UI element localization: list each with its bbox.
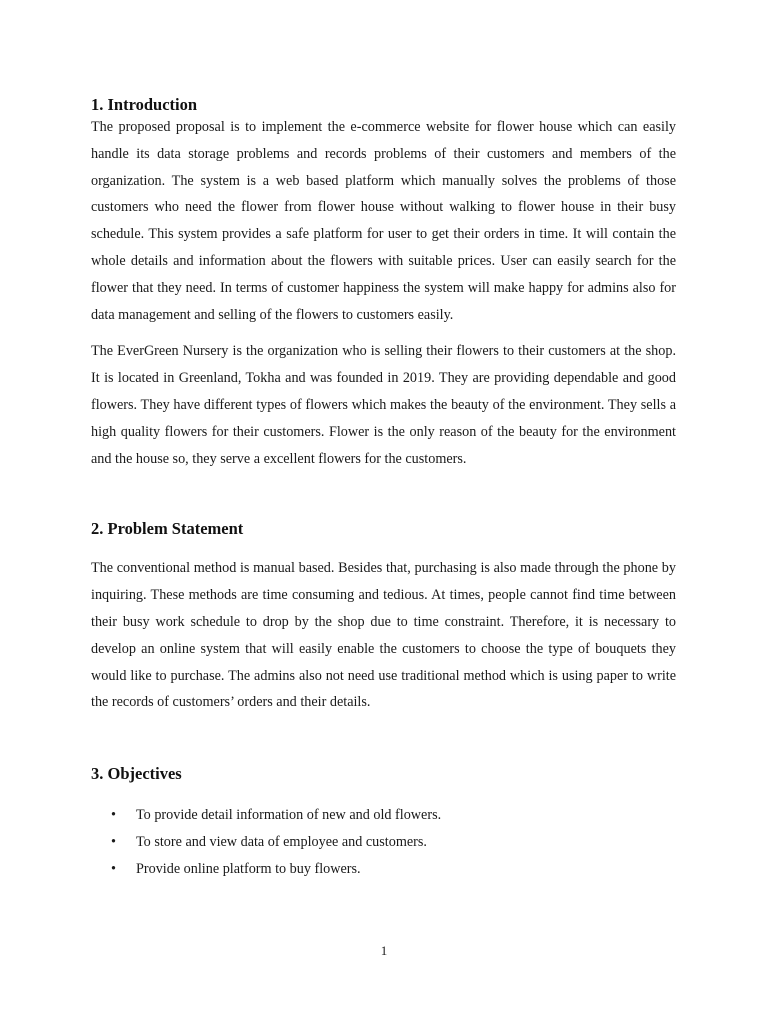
objective-item-text: To store and view data of employee and customers. (136, 833, 427, 850)
page-number: 1 (380, 943, 388, 958)
objective-item (91, 802, 676, 829)
objective-item (91, 856, 676, 883)
objectives-list (91, 802, 676, 882)
objective-item (91, 829, 676, 856)
bullet-icon: • (111, 860, 116, 877)
bullet-icon: • (111, 807, 116, 824)
objective-item-text: To provide detail information of new and old flowers. (136, 807, 442, 824)
problem-statement-paragraph: The conventional method is manual based. Besides that, purchasing is also made through the phone by inquiring. These methods are time consuming and tedious. At times, people cannot find time between their busy work schedule to drop by the shop due to time constraint. Therefore, it is necessary to develop an online system that will easily enable the customers to choose the type of bouquets they would like to purchase. The admins also not need use traditional method which is using paper to write the records of customers’ orders and their details. (91, 560, 676, 711)
introduction-paragraph-2: The EverGreen Nursery is the organization who is selling their flowers to their customers at the shop. It is located in Greenland, Tokha and was founded in 2019. They are providing dependable and good flowers. They have different types of flowers which makes the beauty of the environment. They sells a high quality flowers for their customers. Flower is the only reason of the beauty for the environment and the house so, they serve a excellent flowers for the customers. (91, 343, 676, 467)
objective-item-text: Provide online platform to buy flowers. (136, 860, 361, 877)
introduction-heading: 1. Introduction (91, 95, 198, 114)
objectives-heading: 3. Objectives (91, 764, 182, 784)
problem-statement-heading: 2. Problem Statement (91, 519, 244, 539)
page-content (91, 93, 676, 883)
bullet-icon: • (111, 833, 116, 850)
introduction-paragraph-1: The proposed proposal is to implement the e-commerce website for flower house which can easily handle its data storage problems and records problems of their customers and members of the organization. The system is a web based platform which manually solves the problems of those customers who need the flower from flower house without walking to flower house in their busy schedule. This system provides a safe platform for user to get their orders in time. It will contain the whole details and information about the flowers with suitable prices. User can easily search for the flower that they need. In terms of customer happiness the system will make happy for admins also for data management and selling of the flowers to customers easily. (91, 119, 676, 323)
